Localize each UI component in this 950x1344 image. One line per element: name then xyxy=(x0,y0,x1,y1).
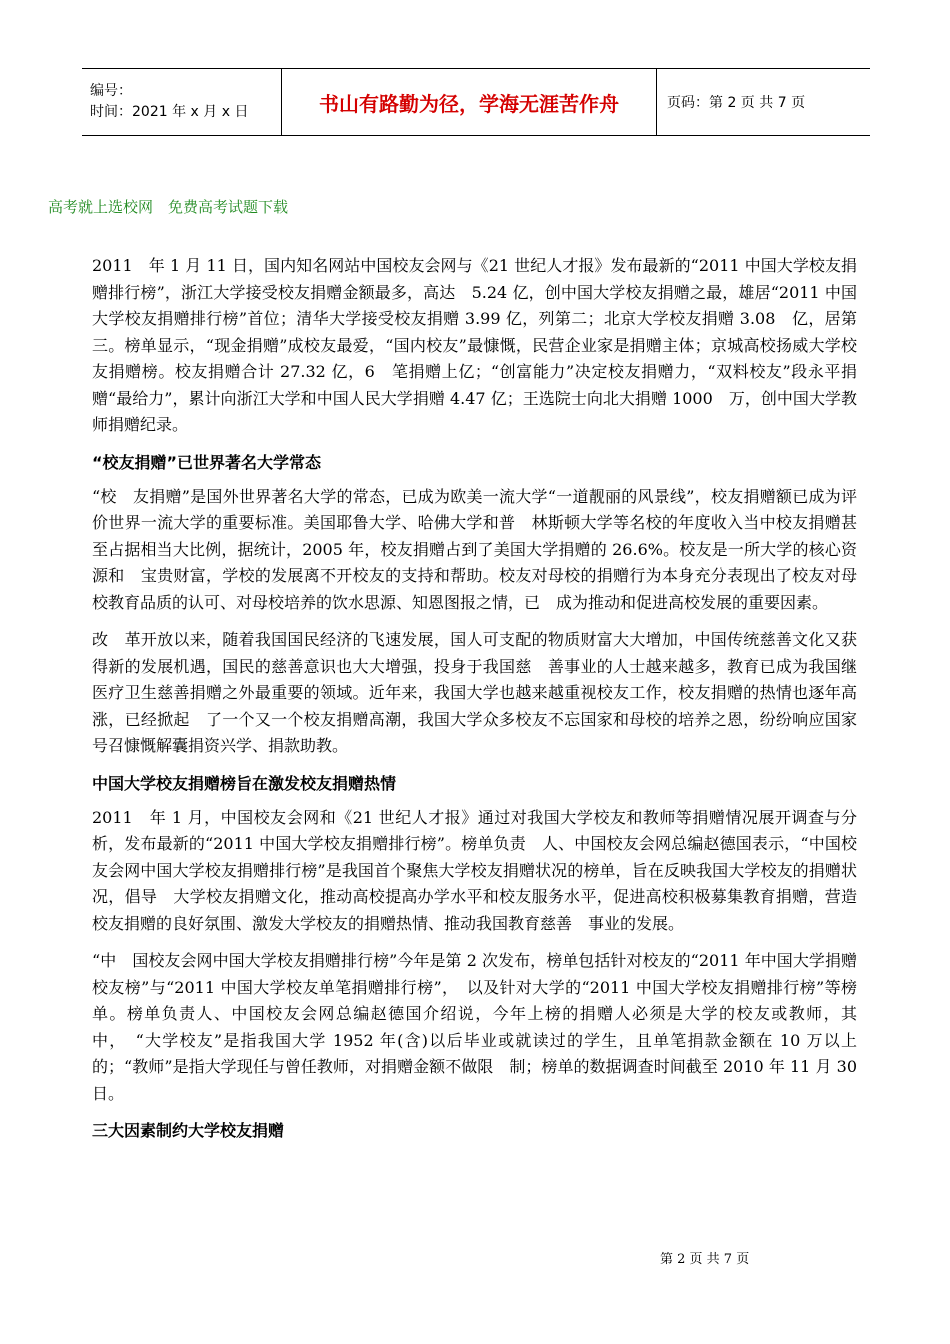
paragraph-intro: 2011 年 1 月 11 日，国内知名网站中国校友会网与《21 世纪人才报》发布最新的“2011 中国大学校友捐赠排行榜”，浙江大学接受校友捐赠金额最多，高达 5.24 亿，创中国大学校友捐赠之最，雄居“2011 中国大学校友捐赠排行榜”首位；清华大学接受校友捐赠 3.99 亿，列第二；北京大学校友捐赠 3.08 亿，居第三。榜单显示，“现金捐赠”成校友最爱，“国内校友”最慷慨，民营企业家是捐赠主体；京城高校扬威大学校友捐赠榜。校友捐赠合计 27.32 亿，6 笔捐赠上亿；“创富能力”决定校友捐赠力，“双料校友”段永平捐赠“最给力”，累计向浙江大学和中国人民大学捐赠 4.47 亿；王选院士向北大捐赠 1000 万，创中国大学教师捐赠纪录。 xyxy=(92,256,857,434)
date-label: 时间：2021 年 x 月 x 日 xyxy=(90,104,249,120)
section-heading-2: 中国大学校友捐赠榜旨在激发校友捐赠热情 xyxy=(92,773,397,793)
paragraph-5: “中 国校友会网中国大学校友捐赠排行榜”今年是第 2 次发布，榜单包括针对校友的“2011 年中国大学捐赠校友榜”与“2011 中国大学校友单笔捐赠排行榜”， 以及针对大学的“2011 中国大学校友捐赠排行榜”等榜单。榜单负责人、中国校友会网总编赵德国介绍说，今年上榜的捐赠人必须是大学的校友或教师，其中， “大学校友”是指我国大学 1952 年(含)以后毕业或就读过的学生，且单笔捐款金额在 10 万以上的；“教师”是指大学现任与曾任教师，对捐赠金额不做限 制；榜单的数据调查时间截至 2010 年 11 月 30 日。 xyxy=(92,951,857,1103)
promo-line: 高考就上选校网 免费高考试题下载 xyxy=(48,198,289,216)
document-body xyxy=(92,253,857,1152)
page-header xyxy=(82,68,870,136)
section-heading-1: “校友捐赠”已世界著名大学常态 xyxy=(92,452,322,472)
paragraph-4: 2011 年 1 月，中国校友会网和《21 世纪人才报》通过对我国大学校友和教师等捐赠情况展开调查与分析，发布最新的“2011 中国大学校友捐赠排行榜”。榜单负责 人、中国校友会网总编赵德国表示，“中国校友会网中国大学校友捐赠排行榜”是我国首个聚焦大学校友捐赠状况的榜单，旨在反映我国大学校友的捐赠状况，倡导 大学校友捐赠文化，推动高校提高办学水平和校友服务水平，促进高校积极募集教育捐赠，营造校友捐赠的良好氛围、激发大学校友的捐赠热情、推动我国教育慈善 事业的发展。 xyxy=(92,807,857,933)
paragraph-2: “校 友捐赠”是国外世界著名大学的常态，已成为欧美一流大学“一道靓丽的风景线”，校友捐赠额已成为评价世界一流大学的重要标准。美国耶鲁大学、哈佛大学和普 林斯顿大学等名校的年度收入当中校友捐赠甚至占据相当大比例，据统计，2005 年，校友捐赠占到了美国大学捐赠的 26.6%。校友是一所大学的核心资源和 宝贵财富，学校的发展离不开校友的支持和帮助。校友对母校的捐赠行为本身充分表现出了校友对母校教育品质的认可、对母校培养的饮水思源、知恩图报之情，已 成为推动和促进高校发展的重要因素。 xyxy=(92,486,857,612)
header-meta xyxy=(82,69,282,135)
paragraph-3: 改 革开放以来，随着我国国民经济的飞速发展，国人可支配的物质财富大大增加，中国传统慈善文化又获得新的发展机遇，国民的慈善意识也大大增强，投身于我国慈 善事业的人士越来越多，教育已成为我国继医疗卫生慈善捐赠之外最重要的领域。近年来，我国大学也越来越重视校友工作，校友捐赠的热情也逐年高涨，已经掀起 了一个又一个校友捐赠高潮，我国大学众多校友不忘国家和母校的培养之恩，纷纷响应国家号召慷慨解囊捐资兴学、捐款助教。 xyxy=(92,630,857,755)
page-footer: 第 2 页 共 7 页 xyxy=(660,1252,750,1267)
section-heading-3: 三大因素制约大学校友捐赠 xyxy=(92,1121,285,1140)
header-motto: 书山有路勤为径，学海无涯苦作舟 xyxy=(282,69,657,135)
header-page-info: 页码：第 2 页 共 7 页 xyxy=(667,95,806,111)
number-label: 编号： xyxy=(90,83,132,99)
